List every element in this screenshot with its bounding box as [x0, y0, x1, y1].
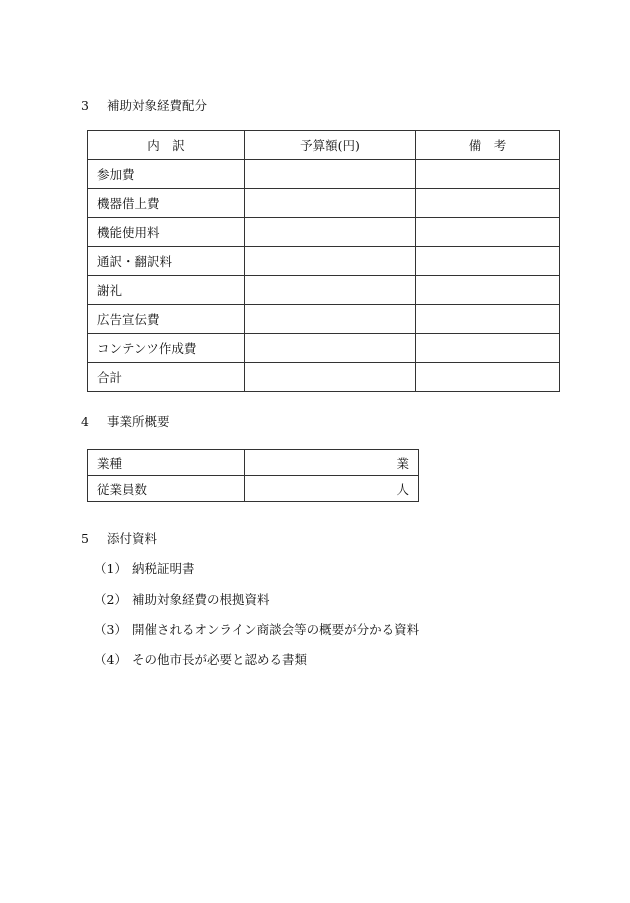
budget-cell[interactable] — [245, 363, 416, 392]
row-label: 機能使用料 — [88, 218, 245, 247]
table-row — [88, 247, 560, 276]
header-budget-amount: 予算額(円) — [245, 131, 416, 160]
section-3-heading — [81, 96, 207, 114]
row-label: 通訳・翻訳料 — [88, 247, 245, 276]
row-label: 機器借上費 — [88, 189, 245, 218]
list-item — [94, 650, 307, 668]
budget-table — [87, 130, 560, 392]
remarks-cell[interactable] — [416, 363, 560, 392]
budget-header-row — [88, 131, 560, 160]
budget-cell[interactable] — [245, 247, 416, 276]
remarks-cell[interactable] — [416, 305, 560, 334]
item-text: その他市長が必要と認める書類 — [132, 652, 308, 667]
remarks-cell[interactable] — [416, 189, 560, 218]
section-5-heading — [81, 529, 157, 547]
budget-cell[interactable] — [245, 218, 416, 247]
row-label: 謝礼 — [88, 276, 245, 305]
row-label: 参加費 — [88, 160, 245, 189]
remarks-cell[interactable] — [416, 247, 560, 276]
budget-cell[interactable] — [245, 334, 416, 363]
header-breakdown: 内 訳 — [88, 131, 245, 160]
item-number: （3） — [94, 622, 127, 637]
table-row — [88, 160, 560, 189]
employees-label: 従業員数 — [88, 476, 245, 502]
list-item — [94, 620, 419, 638]
section-4-number: 4 — [81, 414, 89, 429]
budget-cell[interactable] — [245, 276, 416, 305]
remarks-cell[interactable] — [416, 276, 560, 305]
industry-field[interactable]: 業 — [245, 450, 419, 476]
table-row — [88, 189, 560, 218]
row-label: コンテンツ作成費 — [88, 334, 245, 363]
table-row — [88, 476, 419, 502]
list-item — [94, 590, 270, 608]
budget-cell[interactable] — [245, 160, 416, 189]
table-row — [88, 334, 560, 363]
item-number: （4） — [94, 652, 127, 667]
section-4-title: 事業所概要 — [107, 414, 170, 429]
table-row — [88, 450, 419, 476]
section-3-number: 3 — [81, 98, 89, 113]
item-number: （1） — [94, 561, 127, 576]
item-text: 補助対象経費の根拠資料 — [132, 592, 270, 607]
remarks-cell[interactable] — [416, 160, 560, 189]
item-text: 開催されるオンライン商談会等の概要が分かる資料 — [132, 622, 420, 637]
list-item — [94, 559, 195, 577]
header-remarks: 備 考 — [416, 131, 560, 160]
remarks-cell[interactable] — [416, 334, 560, 363]
remarks-cell[interactable] — [416, 218, 560, 247]
table-row — [88, 305, 560, 334]
row-label: 合計 — [88, 363, 245, 392]
budget-cell[interactable] — [245, 189, 416, 218]
section-5-title: 添付資料 — [107, 531, 158, 546]
item-number: （2） — [94, 592, 127, 607]
section-4-heading — [81, 412, 170, 430]
table-row — [88, 276, 560, 305]
section-5-number: 5 — [81, 531, 89, 546]
office-table — [87, 449, 419, 502]
industry-label: 業種 — [88, 450, 245, 476]
table-row — [88, 218, 560, 247]
item-text: 納税証明書 — [132, 561, 195, 576]
table-row-total — [88, 363, 560, 392]
row-label: 広告宣伝費 — [88, 305, 245, 334]
employees-field[interactable]: 人 — [245, 476, 419, 502]
budget-cell[interactable] — [245, 305, 416, 334]
section-3-title: 補助対象経費配分 — [107, 98, 208, 113]
